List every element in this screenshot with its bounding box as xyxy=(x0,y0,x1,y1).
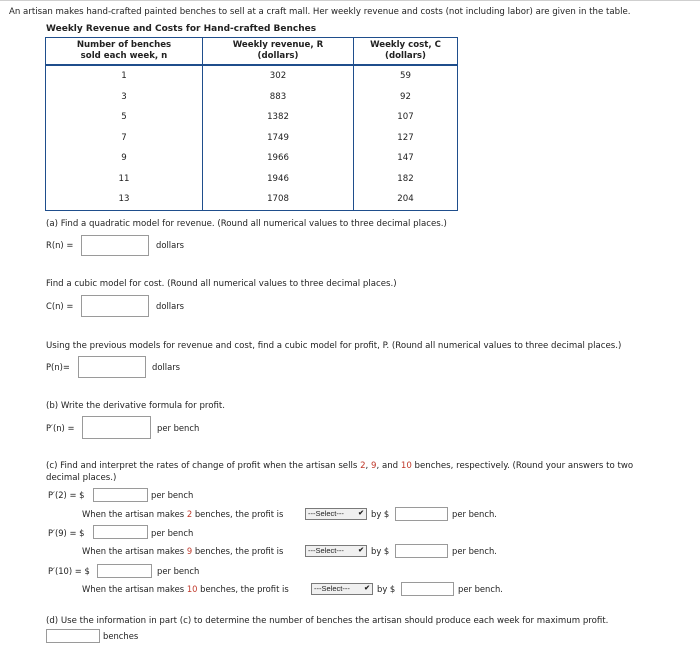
interpret-2-select[interactable]: ---Select--- ✔ xyxy=(305,508,367,520)
cell-revenue: 1382 xyxy=(203,107,354,128)
table-row xyxy=(46,148,458,169)
chevron-down-icon: ✔ xyxy=(358,547,364,554)
table-row xyxy=(46,169,458,190)
profit-input[interactable] xyxy=(78,356,146,378)
interpret-9-by: by $ xyxy=(371,546,390,556)
interpret-2-by: by $ xyxy=(371,509,390,519)
top-divider xyxy=(0,0,700,1)
cell-cost: 182 xyxy=(354,169,458,190)
rate-2-unit: per bench xyxy=(151,490,194,500)
revenue-unit: dollars xyxy=(156,240,185,250)
header-benches: Number of benches sold each week, n xyxy=(46,38,203,66)
interpret-10-by: by $ xyxy=(377,584,396,594)
cost-input[interactable] xyxy=(81,295,149,317)
cell-cost: 92 xyxy=(354,87,458,108)
interpret-10-select[interactable]: ---Select--- ✔ xyxy=(311,583,373,595)
table-row xyxy=(46,87,458,108)
profit-label: P(n)= xyxy=(46,362,70,372)
interpret-2-end: per bench. xyxy=(452,509,497,519)
cost-unit: dollars xyxy=(156,301,185,311)
table-row xyxy=(46,107,458,128)
cell-n: 13 xyxy=(46,189,203,210)
table-row xyxy=(46,128,458,149)
cell-n: 3 xyxy=(46,87,203,108)
revenue-label: R(n) = xyxy=(46,240,74,250)
rate-10-label: P′(10) = $ xyxy=(48,566,90,576)
rate-9-label: P′(9) = $ xyxy=(48,528,85,538)
cell-n: 9 xyxy=(46,148,203,169)
interpret-10-end: per bench. xyxy=(458,584,503,594)
cell-n: 5 xyxy=(46,107,203,128)
profit-question: Using the previous models for revenue and cost, find a cubic model for profit, P. (Round all numerical values to three decimal places.) xyxy=(46,341,622,351)
cell-cost: 127 xyxy=(354,128,458,149)
header-cost: Weekly cost, C (dollars) xyxy=(354,38,458,66)
part-c-question-line1: (c) Find and interpret the rates of change of profit when the artisan sells 2, 9, and 10 benches, respectively. (Round your answers to two xyxy=(46,461,634,471)
rate-9-input[interactable] xyxy=(93,525,148,539)
table-row xyxy=(46,65,458,87)
data-table xyxy=(45,37,458,211)
interpret-2-amount-input[interactable] xyxy=(395,507,448,521)
cell-cost: 204 xyxy=(354,189,458,210)
interpret-9-sentence: When the artisan makes 9 benches, the profit is xyxy=(82,546,284,556)
interpret-9-select[interactable]: ---Select--- ✔ xyxy=(305,545,367,557)
derivative-unit: per bench xyxy=(157,423,200,433)
table-caption: Weekly Revenue and Costs for Hand-crafted Benches xyxy=(46,24,317,34)
cell-revenue: 1708 xyxy=(203,189,354,210)
revenue-input[interactable] xyxy=(81,235,149,256)
part-a-question: (a) Find a quadratic model for revenue. (Round all numerical values to three decimal places.) xyxy=(46,219,447,229)
rate-9-unit: per bench xyxy=(151,528,194,538)
cell-n: 11 xyxy=(46,169,203,190)
cell-cost: 147 xyxy=(354,148,458,169)
cell-revenue: 1749 xyxy=(203,128,354,149)
cell-revenue: 1946 xyxy=(203,169,354,190)
table-header-row xyxy=(46,38,458,66)
chevron-down-icon: ✔ xyxy=(358,510,364,517)
cell-revenue: 302 xyxy=(203,65,354,87)
derivative-input[interactable] xyxy=(82,416,151,439)
part-d-question: (d) Use the information in part (c) to determine the number of benches the artisan should produce each week for maximum profit. xyxy=(46,616,609,626)
rate-2-label: P′(2) = $ xyxy=(48,490,85,500)
table-row xyxy=(46,189,458,210)
cell-cost: 107 xyxy=(354,107,458,128)
problem-intro: An artisan makes hand-crafted painted benches to sell at a craft mall. Her weekly revenue and costs (not including labor) are given in the table. xyxy=(9,7,631,17)
part-c-question-line2: decimal places.) xyxy=(46,473,117,483)
part-b-question: (b) Write the derivative formula for profit. xyxy=(46,401,226,411)
cell-n: 7 xyxy=(46,128,203,149)
rate-10-input[interactable] xyxy=(97,564,152,578)
interpret-9-end: per bench. xyxy=(452,546,497,556)
rate-2-input[interactable] xyxy=(93,488,148,502)
cost-question: Find a cubic model for cost. (Round all numerical values to three decimal places.) xyxy=(46,279,397,289)
benches-unit: benches xyxy=(103,631,139,641)
interpret-2-sentence: When the artisan makes 2 benches, the profit is xyxy=(82,509,284,519)
interpret-9-amount-input[interactable] xyxy=(395,544,448,558)
profit-unit: dollars xyxy=(152,362,181,372)
rate-10-unit: per bench xyxy=(157,566,200,576)
header-revenue: Weekly revenue, R (dollars) xyxy=(203,38,354,66)
chevron-down-icon: ✔ xyxy=(364,585,370,592)
cell-cost: 59 xyxy=(354,65,458,87)
cost-label: C(n) = xyxy=(46,301,74,311)
cell-revenue: 883 xyxy=(203,87,354,108)
benches-input[interactable] xyxy=(46,629,100,643)
interpret-10-amount-input[interactable] xyxy=(401,582,454,596)
interpret-10-sentence: When the artisan makes 10 benches, the profit is xyxy=(82,584,289,594)
cell-revenue: 1966 xyxy=(203,148,354,169)
cell-n: 1 xyxy=(46,65,203,87)
derivative-label: P′(n) = xyxy=(46,423,75,433)
